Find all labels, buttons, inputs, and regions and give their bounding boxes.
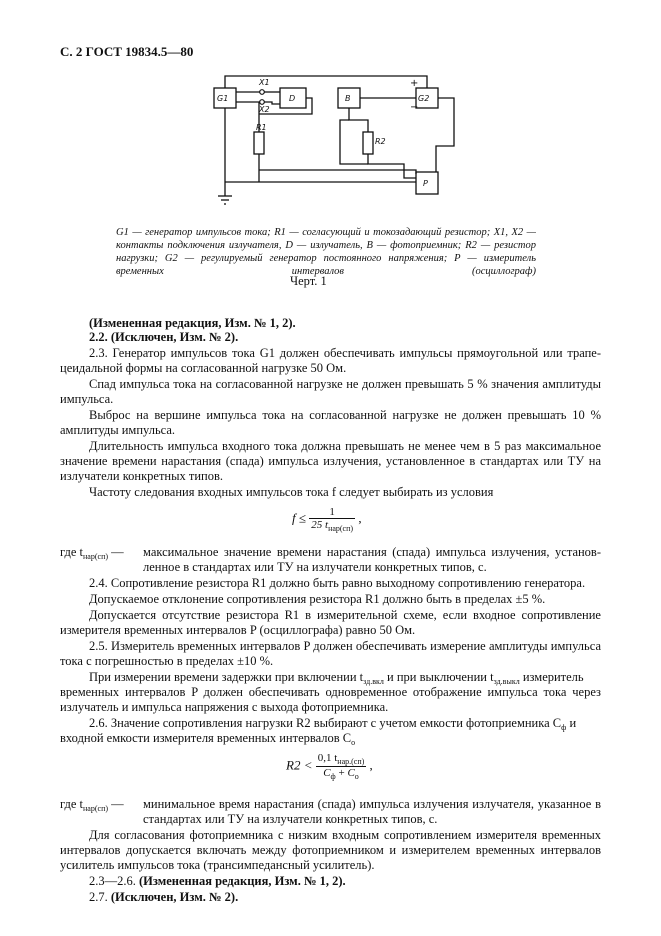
label-b: B (345, 94, 351, 103)
para-dop1: Допускаемое отклонение сопротивления резистора R1 должно быть в пределах ±5 %. (89, 592, 546, 606)
label-g2: G2 (418, 94, 430, 103)
para-zad-line3: излучатель и импульса напряжения с выхода фотоприемника. (60, 700, 389, 714)
circuit-diagram (180, 70, 500, 220)
page-header: С. 2 ГОСТ 19834.5—80 (60, 44, 194, 59)
para-spad-line2: импульса. (60, 392, 114, 406)
para-2-3-line1: 2.3. Генератор импульсов тока G1 должен обеспечивать импульсы прямоугольной или трапе- (89, 346, 601, 360)
resistor-r1 (254, 132, 264, 154)
para-2-6-line1: 2.6. Значение сопротивления нагрузки R2 выбирают с учетом емкости фотоприемника $C_ф$ и (89, 716, 577, 732)
para-dop2-line1: Допускается отсутствие резистора R1 в измерительной схеме, если входное сопротивление (89, 608, 601, 622)
def1-line1: максимальное значение времени нарастания (спада) импульса излучения, установ- (143, 545, 601, 559)
resistor-r2 (363, 132, 373, 154)
figure-caption: G1 — генератор импульсов тока; R1 — согласующий и токозадающий резистор; X1, X2 — контакты подключения излучателя, D — излучатель, B — фотоприемник; R2 — резистор нагрузки; G2 — регулируемый генератор постоянного напряжения; P — измеритель временных интервалов (осциллограф) (116, 227, 536, 277)
para-zad-line2: временных интервалов P должен обеспечивать одновременное отображение импульса тока через (60, 685, 601, 699)
label-plus: + (410, 78, 419, 89)
def2-where: где $t_{нар(сп)}$ — (60, 797, 124, 813)
para-dlit-line2: значение времени нарастания (спада) импульса излучения, установленное в стандартах или ТУ на (60, 454, 601, 468)
def2-line1: минимальное время нарастания (спада) импульса излучения излучателя, указанное в (143, 797, 601, 811)
label-r2: R2 (375, 137, 386, 146)
formula-1-den-sub: нар(сп) (328, 524, 354, 533)
para-freq: Частоту следования входных импульсов тока f следует выбирать из условия (89, 485, 494, 499)
changed-note-1: (Измененная редакция, Изм. № 1, 2). (89, 316, 296, 330)
para-sogl-line1: Для согласования фотоприемника с низким входным сопротивлением измерителя временных (89, 828, 601, 842)
para-2-5-line2: тока с погрешностью в пределах ±10 %. (60, 654, 274, 668)
def2-line2: стандартах или ТУ на излучатели конкретных типов, с. (143, 812, 438, 826)
formula-1-lhs: f ≤ (292, 510, 306, 526)
para-dlit-line3: излучатели конкретных типов. (60, 469, 223, 483)
def1-line2: ленное в стандартах или ТУ на излучатели конкретных типов, с. (143, 560, 487, 574)
formula-2-fraction: $\frac{0,1 t_{нар.(сп)}}{C_ф + C_о}$ (317, 752, 365, 781)
label-minus: − (410, 102, 419, 113)
def1-where: где $t_{нар(сп)}$ — (60, 545, 124, 561)
formula-2-lhs: R2 < (286, 757, 313, 773)
para-vybros-line2: амплитуды импульса. (60, 423, 176, 437)
para-zad-line1: При измерении времени задержки при включении $t_{зд.вкл}$ и при выключении $t_{зд.выкл}$ измеритель (89, 670, 584, 686)
formula-2-tail: , (369, 757, 373, 773)
label-r1: R1 (256, 123, 267, 132)
figure-label: Черт. 1 (290, 274, 327, 288)
para-spad-line1: Спад импульса тока на согласованной нагрузке не должен превышать 5 % значения амплитуды (89, 377, 601, 391)
contact-x2 (260, 100, 265, 105)
formula-1-fraction (309, 506, 355, 533)
para-sogl-line2: интервалов допускается включать между фотоприемником и измерителем временных интервалов (60, 843, 601, 857)
para-2-3-line2: цеидальной формы на согласованной нагрузке 50 Ом. (60, 361, 347, 375)
para-2-7: 2.7. (Исключен, Изм. № 2). (89, 890, 239, 904)
para-2-2: 2.2. (Исключен, Изм. № 2). (89, 330, 239, 344)
label-d: D (289, 94, 296, 103)
formula-1-num: 1 (329, 506, 335, 518)
para-vybros-line1: Выброс на вершине импульса тока на согласованной нагрузке не должен превышать 10 % (89, 408, 601, 422)
label-x2: X2 (259, 105, 270, 114)
label-p: P (423, 179, 428, 188)
para-2-5-line1: 2.5. Измеритель временных интервалов P должен обеспечивать измерение амплитуды импульса (89, 639, 601, 653)
para-sogl-line3: усилитель импульсов тока (трансимпедансный усилитель). (60, 858, 375, 872)
formula-1 (292, 506, 362, 533)
para-dlit-line1: Длительность импульса входного тока должна превышать не менее чем в 5 раз максимальное (89, 439, 601, 453)
label-x1: X1 (259, 78, 270, 87)
label-g1: G1 (217, 94, 229, 103)
para-2-4: 2.4. Сопротивление резистора R1 должно быть равно выходному сопротивлению генератора. (89, 576, 586, 590)
contact-x1 (260, 90, 265, 95)
para-2-6-line2: входной емкости измерителя временных интервалов $C_о$ (60, 731, 356, 747)
formula-2-num: 0,1 t (317, 752, 338, 764)
formula-1-tail: , (358, 510, 362, 526)
formula-1-den: 25 t (311, 519, 329, 531)
para-2-3-2-6: 2.3—2.6. (Измененная редакция, Изм. № 1, 2). (89, 874, 346, 888)
formula-2 (286, 752, 373, 781)
para-dop2-line2: измерителя временных интервалов P (осциллографа) равно 50 Ом. (60, 623, 416, 637)
